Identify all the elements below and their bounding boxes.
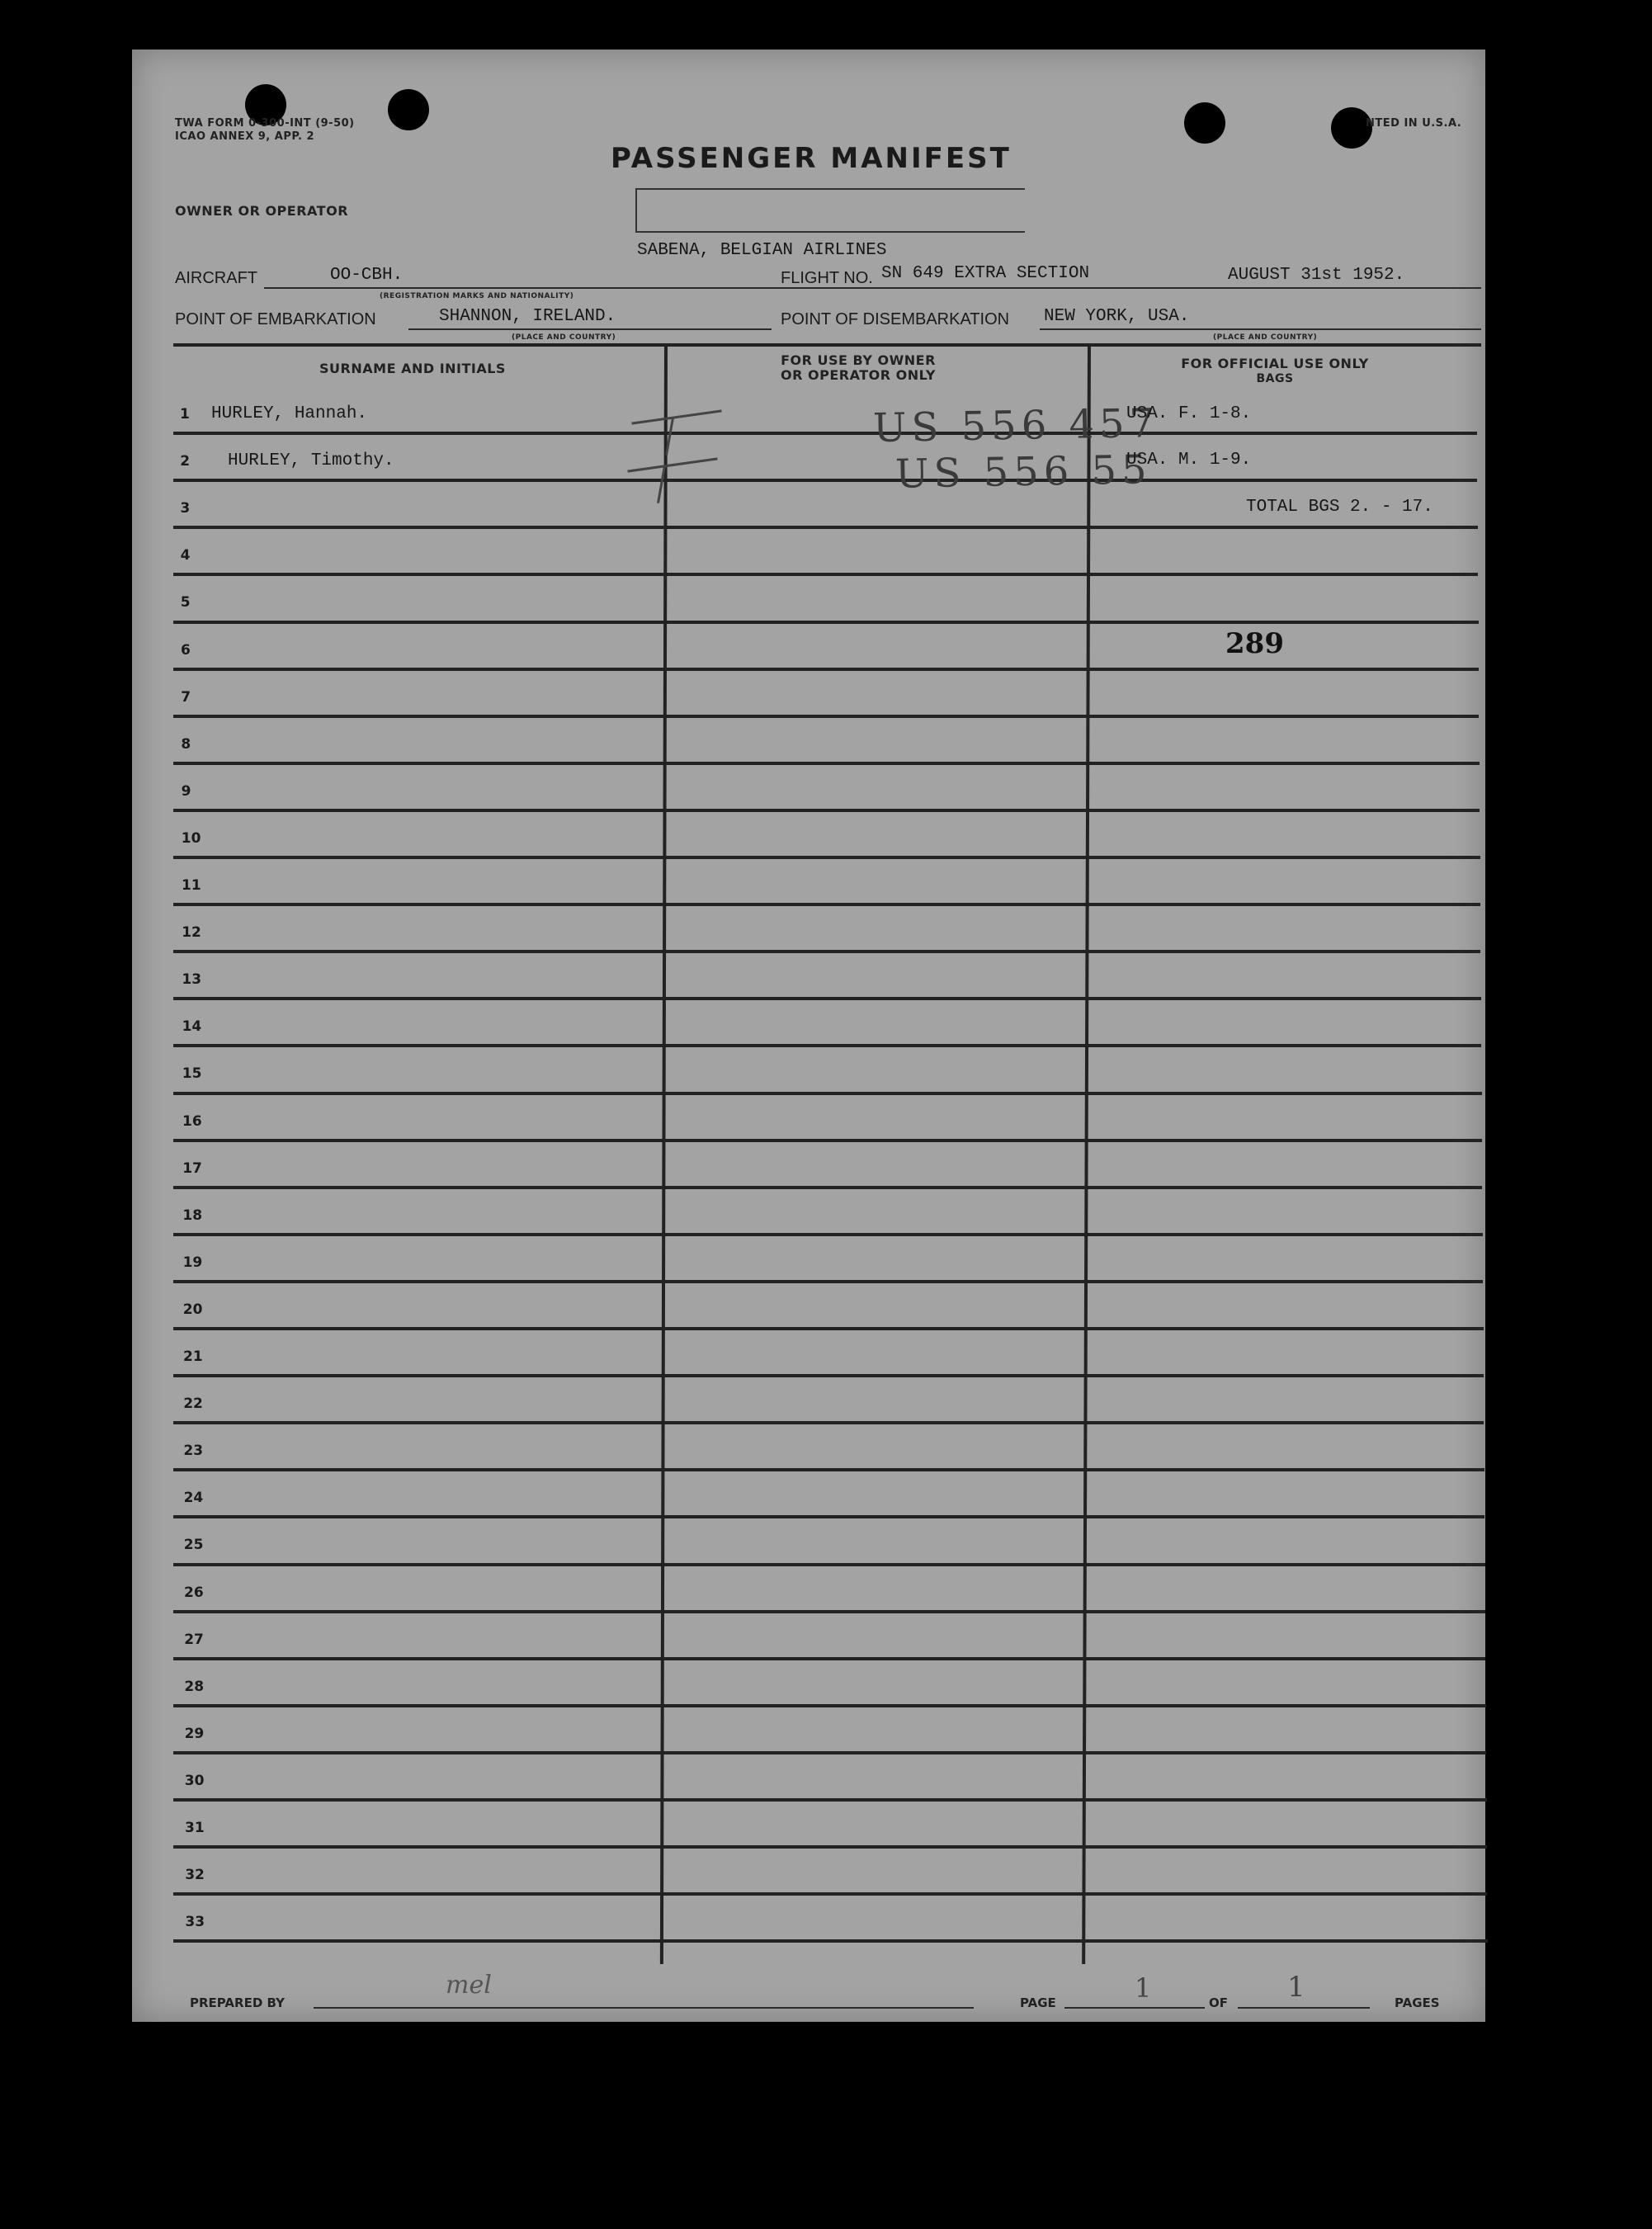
row-rule [173,950,1480,953]
row-rule [173,1751,1486,1754]
row-rule [173,762,1480,765]
row-rule [173,715,1479,718]
official-use-title: FOR OFFICIAL USE ONLY [1181,356,1369,371]
flight-value: SN 649 EXTRA SECTION [881,264,1090,283]
total-bags: TOTAL BGS 2. - 17. [1246,498,1433,517]
punch-hole-left-2 [388,89,429,130]
row-rule [173,621,1479,624]
row-rule [173,1704,1486,1707]
row-number: 12 [182,924,201,942]
row-number: 28 [184,1678,205,1695]
row-rule [173,1044,1481,1047]
page-label: PAGE [1020,1995,1056,2010]
row-rule [173,1939,1488,1943]
row-number: 3 [180,500,191,517]
row-number: 25 [183,1537,204,1554]
row-number: 21 [183,1348,203,1365]
row-rule [173,1798,1487,1802]
row-rule [173,1186,1482,1189]
date-value: AUGUST 31st 1952. [1228,266,1405,285]
row-number: 6 [181,641,191,659]
row-rule [173,1892,1487,1896]
page-value: 1 [1135,1972,1152,2004]
embarkation-underline [408,328,772,330]
row-number: 13 [182,971,202,989]
row-number: 20 [182,1301,203,1318]
embarkation-value: SHANNON, IRELAND. [439,307,616,326]
flight-underline [879,287,1481,289]
passenger-name: HURLEY, Hannah. [211,404,368,423]
hand-number-row2: US 556 55 [894,446,1153,498]
page-title: PASSENGER MANIFEST [611,142,1012,175]
form-code-line2: ICAO ANNEX 9, APP. 2 [175,130,315,143]
of-value: 1 [1287,1971,1305,2004]
row-rule [173,1374,1484,1377]
row-number: 2 [180,453,191,470]
prepared-by-value: mel [446,1971,492,2000]
page-underline [1064,2007,1205,2009]
surname-header: SURNAME AND INITIALS [319,361,506,376]
bags-header: BAGS [1256,372,1294,385]
disembarkation-label: POINT OF DISEMBARKATION [781,310,1010,328]
row-rule [173,573,1478,576]
column-divider-1 [660,345,668,1964]
owner-use-line1: FOR USE BY OWNER [781,352,936,368]
flight-label: FLIGHT NO. [781,269,873,287]
row-rule [173,479,1477,482]
aircraft-label: AIRCRAFT [175,269,257,287]
hand-mark-row2 [627,457,717,472]
owner-use-header [652,353,1064,383]
row-number: 22 [183,1395,203,1413]
row-number: 30 [184,1772,205,1789]
prepared-by-underline [314,2007,974,2009]
row-rule [173,1657,1485,1660]
column-divider-2 [1082,345,1091,1964]
row-rule [173,1610,1485,1613]
owner-use-line2: OR OPERATOR ONLY [781,367,936,383]
hand-number-row1: US 556 457 [872,399,1160,452]
row-rule [173,1233,1483,1236]
owner-box [635,188,1025,233]
row-number: 32 [185,1867,205,1884]
row-number: 9 [181,782,191,800]
row-number: 18 [182,1207,203,1224]
row-number: 27 [184,1631,204,1648]
row-number: 24 [183,1490,204,1507]
row-number: 5 [180,594,191,612]
row-rule [173,668,1479,671]
owner-label: OWNER OR OPERATOR [175,203,349,219]
row-rule [173,997,1481,1000]
row-rule [173,526,1478,529]
pages-label: PAGES [1395,1995,1440,2010]
row-rule [173,1139,1482,1142]
row-rule [173,856,1480,859]
official-row1: USA. F. 1-8. [1126,404,1252,423]
row-rule [173,1280,1483,1283]
row-rule [173,1515,1484,1518]
row-number: 33 [185,1914,205,1931]
disembarkation-value: NEW YORK, USA. [1044,307,1190,326]
row-rule [173,903,1480,906]
row-number: 8 [181,735,191,753]
row-rule [173,1468,1484,1471]
row-rule [173,1327,1484,1330]
printed-in-label: NTED IN U.S.A. [1366,117,1462,130]
row-rule [173,1563,1485,1566]
manifest-sheet [132,50,1485,2022]
row-number: 16 [182,1112,202,1130]
row-rule [173,1845,1487,1849]
row-number: 15 [182,1065,202,1083]
owner-value: SABENA, BELGIAN AIRLINES [637,241,887,260]
row-number: 26 [184,1584,204,1601]
row-rule [173,809,1480,812]
form-code-line1: TWA FORM 0-300-INT (9-50) [175,117,355,130]
hand-mark-row1 [631,409,721,424]
row-number: 7 [181,688,191,706]
row-number: 19 [182,1254,203,1271]
disembarkation-caption: (PLACE AND COUNTRY) [1213,333,1318,342]
form-code [175,117,355,144]
disembarkation-underline [1040,328,1481,330]
row-number: 4 [180,547,191,564]
row-number: 23 [183,1443,204,1460]
official-use-header [1073,357,1477,386]
embarkation-label: POINT OF EMBARKATION [175,310,376,328]
passenger-name: HURLEY, Timothy. [228,451,394,471]
punch-hole-right-1 [1184,102,1225,144]
row-rule [173,432,1477,435]
prepared-by-label: PREPARED BY [190,1995,285,2010]
row-number: 1 [180,406,190,423]
aircraft-value: OO-CBH. [330,266,404,285]
row-number: 29 [184,1725,205,1742]
row-number: 31 [185,1820,205,1836]
row-rule [173,1092,1482,1095]
of-label: OF [1209,1995,1228,2010]
stamp-number: 289 [1225,627,1284,660]
row-number: 11 [182,877,201,894]
row-number: 17 [182,1159,202,1177]
row-rule [173,1421,1484,1424]
row-number: 10 [181,829,201,847]
aircraft-caption: (REGISTRATION MARKS AND NATIONALITY) [380,292,574,300]
embarkation-caption: (PLACE AND COUNTRY) [512,333,616,342]
row-number: 14 [182,1018,202,1036]
official-row2: USA. M. 1-9. [1126,451,1252,470]
of-underline [1238,2007,1370,2009]
header-top-rule [173,343,1481,347]
